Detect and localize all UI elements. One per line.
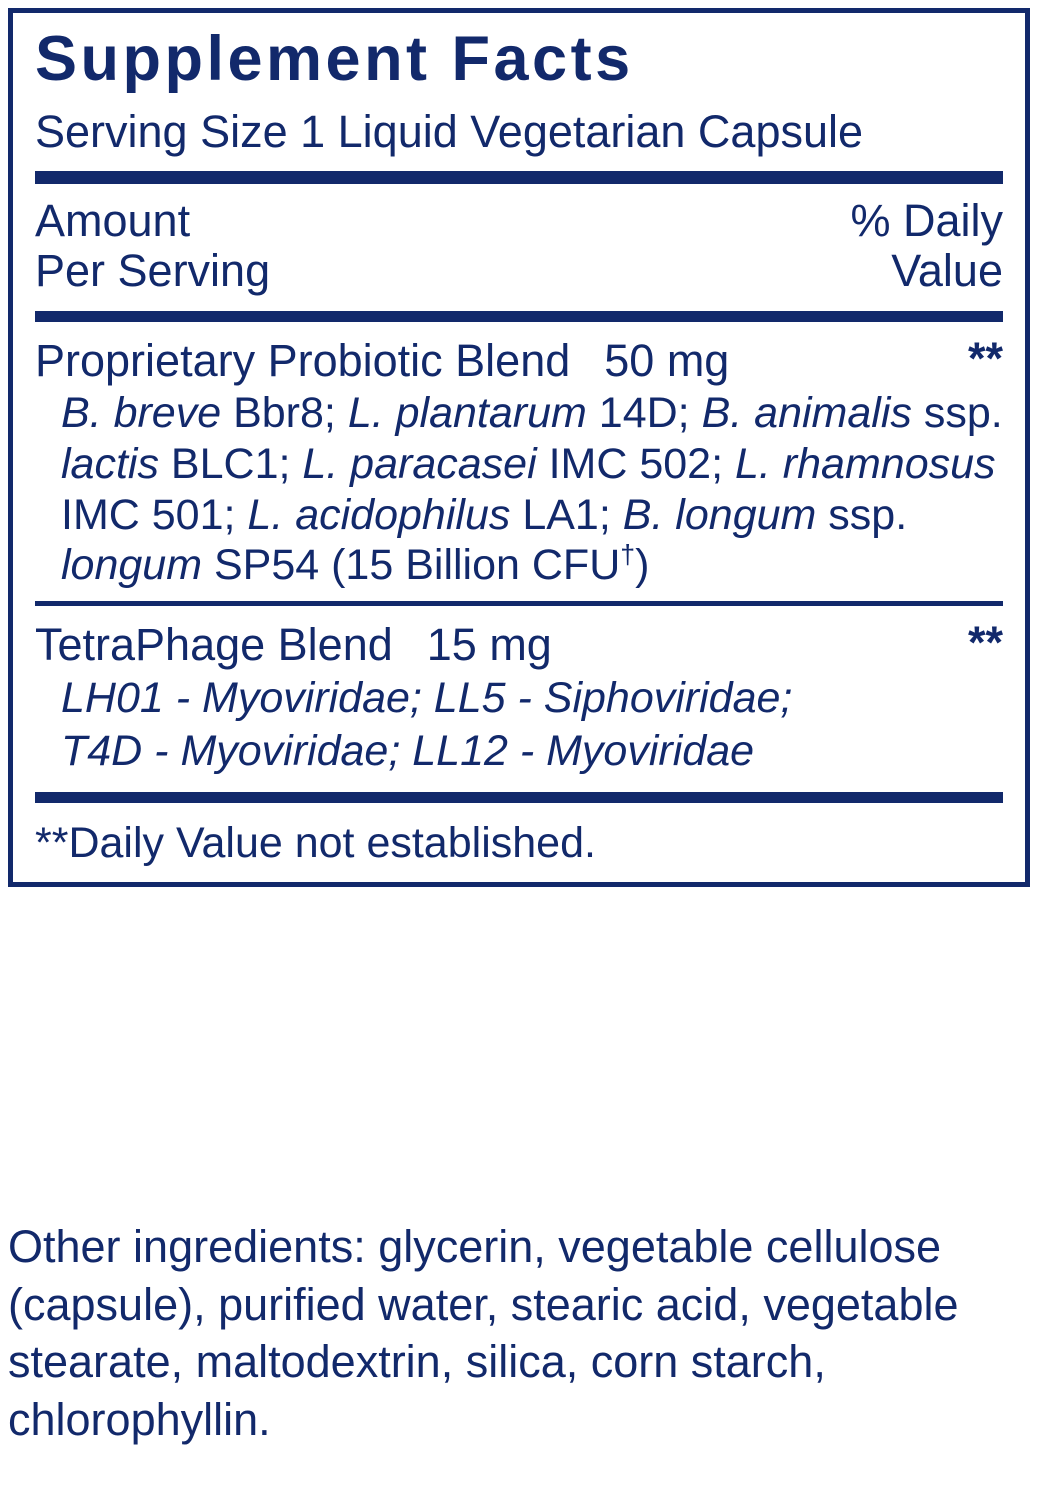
tetraphage-detail-line2: T4D - Myoviridae; LL12 - Myoviridae <box>61 727 755 776</box>
divider-below-headers <box>35 311 1003 322</box>
tetraphage-blend-dv: ** <box>967 617 1003 669</box>
other-ingredients-text: Other ingredients: glycerin, vegetable cellulose (capsule), purified water, stearic acid, vegetable stearate, maltodextrin, silica, corn starch, chlorophyllin. <box>8 1221 959 1445</box>
dv-header-line2: Value <box>891 245 1003 297</box>
probiotic-blend-dv: ** <box>967 332 1003 384</box>
tetraphage-blend-name: TetraPhage Blend <box>35 619 393 671</box>
tetraphage-blend-main <box>35 617 1003 671</box>
amount-per-serving-header <box>35 196 270 297</box>
daily-value-header <box>850 196 1003 297</box>
amount-header-line1: Amount <box>35 195 191 247</box>
dv-header-line1: % Daily <box>850 195 1003 247</box>
divider-thick-top <box>35 171 1003 184</box>
probiotic-strain-list: B. breve Bbr8; L. plantarum 14D; B. animalis ssp. lactis BLC1; L. paracasei IMC 502; L. rhamnosus IMC 501; L. acidophilus LA1; B. longum ssp. longum SP54 (15 Billion CFU†) <box>61 389 1003 590</box>
serving-size-text: Serving Size 1 Liquid Vegetarian Capsule <box>35 105 864 157</box>
nutrient-row <box>35 617 1003 778</box>
column-headers <box>35 196 1003 297</box>
daily-value-footnote: **Daily Value not established. <box>35 818 596 867</box>
nutrient-row <box>35 332 1003 591</box>
tetraphage-detail-line1: LH01 - Myoviridae; LL5 - Siphoviridae; <box>61 673 793 722</box>
divider-between-rows <box>35 601 1003 606</box>
probiotic-blend-name: Proprietary Probiotic Blend <box>35 334 571 386</box>
supplement-facts-panel <box>8 8 1030 887</box>
probiotic-blend-amount: 50 mg <box>604 334 730 386</box>
probiotic-blend-main <box>35 332 1003 386</box>
panel-title: Supplement Facts <box>35 24 634 94</box>
divider-above-footnote <box>35 792 1003 803</box>
tetraphage-blend-amount: 15 mg <box>426 619 552 671</box>
amount-header-line2: Per Serving <box>35 245 271 297</box>
